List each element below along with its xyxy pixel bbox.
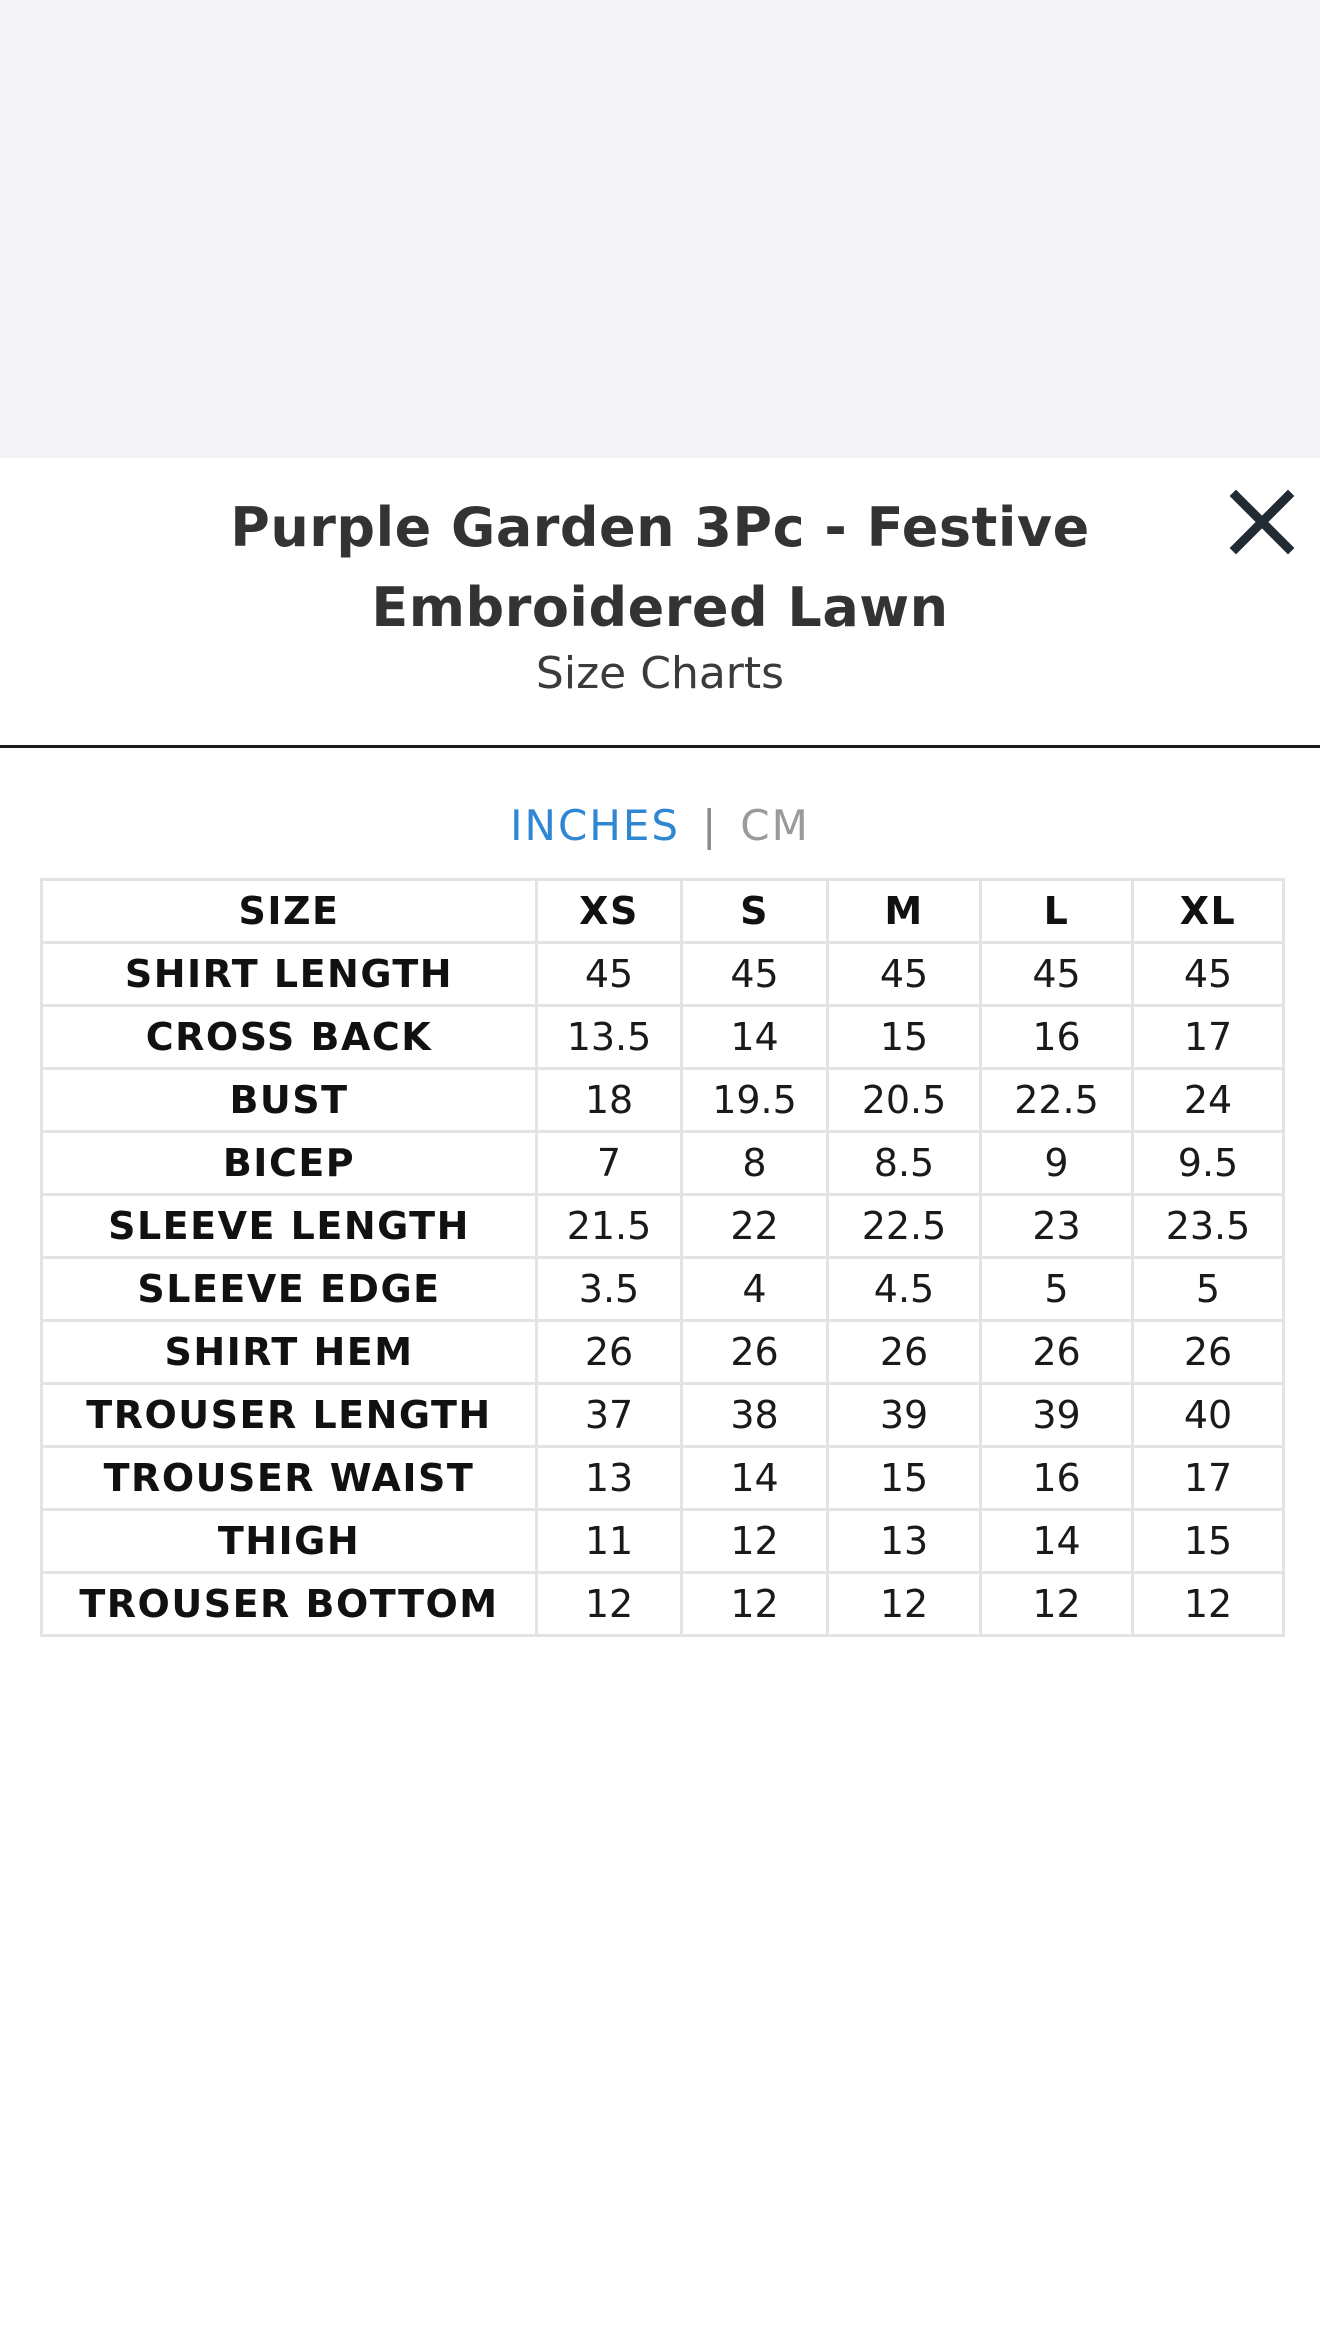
table-cell: 24 xyxy=(1133,1069,1284,1132)
modal-backdrop[interactable] xyxy=(0,0,1320,458)
table-cell: 12 xyxy=(537,1573,682,1636)
row-label: BUST xyxy=(42,1069,537,1132)
table-cell: 22.5 xyxy=(828,1195,981,1258)
table-cell: 26 xyxy=(682,1321,828,1384)
table-cell: 23.5 xyxy=(1133,1195,1284,1258)
table-cell: 12 xyxy=(682,1573,828,1636)
table-cell: 39 xyxy=(981,1384,1133,1447)
table-row xyxy=(42,1510,1284,1573)
table-cell: 15 xyxy=(1133,1510,1284,1573)
size-charts-subtitle: Size Charts xyxy=(535,648,785,699)
table-cell: 39 xyxy=(828,1384,981,1447)
row-label: SLEEVE LENGTH xyxy=(42,1195,537,1258)
row-label: TROUSER WAIST xyxy=(42,1447,537,1510)
table-header-row xyxy=(42,880,1284,943)
table-cell: 13.5 xyxy=(537,1006,682,1069)
size-chart-table xyxy=(40,878,1285,1637)
table-cell: 26 xyxy=(1133,1321,1284,1384)
table-cell: 22 xyxy=(682,1195,828,1258)
row-label: SLEEVE EDGE xyxy=(42,1258,537,1321)
table-cell: 12 xyxy=(682,1510,828,1573)
table-cell: 12 xyxy=(1133,1573,1284,1636)
table-cell: 20.5 xyxy=(828,1069,981,1132)
table-cell: 14 xyxy=(981,1510,1133,1573)
column-header-m: M xyxy=(828,880,981,943)
table-cell: 22.5 xyxy=(981,1069,1133,1132)
table-cell: 21.5 xyxy=(537,1195,682,1258)
table-cell: 38 xyxy=(682,1384,828,1447)
row-label: SHIRT HEM xyxy=(42,1321,537,1384)
row-label: SHIRT LENGTH xyxy=(42,943,537,1006)
table-cell: 13 xyxy=(828,1510,981,1573)
table-row xyxy=(42,1258,1284,1321)
table-row xyxy=(42,1321,1284,1384)
table-row xyxy=(42,1195,1284,1258)
table-body xyxy=(42,943,1284,1636)
row-label: CROSS BACK xyxy=(42,1006,537,1069)
table-cell: 45 xyxy=(828,943,981,1006)
table-row xyxy=(42,1573,1284,1636)
table-cell: 4.5 xyxy=(828,1258,981,1321)
modal-header xyxy=(0,458,1320,748)
table-cell: 12 xyxy=(981,1573,1133,1636)
table-cell: 18 xyxy=(537,1069,682,1132)
close-icon xyxy=(1222,482,1302,562)
table-cell: 26 xyxy=(828,1321,981,1384)
table-cell: 40 xyxy=(1133,1384,1284,1447)
table-cell: 8 xyxy=(682,1132,828,1195)
table-row xyxy=(42,1132,1284,1195)
table-cell: 9.5 xyxy=(1133,1132,1284,1195)
table-cell: 14 xyxy=(682,1006,828,1069)
product-title: Purple Garden 3Pc - Festive Embroidered Lawn xyxy=(230,496,1090,639)
size-chart-modal xyxy=(0,458,1320,2346)
table-cell: 26 xyxy=(981,1321,1133,1384)
table-row xyxy=(42,943,1284,1006)
table-cell: 8.5 xyxy=(828,1132,981,1195)
column-header-s: S xyxy=(682,880,828,943)
column-header-xs: XS xyxy=(537,880,682,943)
column-header-size: SIZE xyxy=(42,880,537,943)
table-cell: 19.5 xyxy=(682,1069,828,1132)
table-cell: 9 xyxy=(981,1132,1133,1195)
table-cell: 15 xyxy=(828,1006,981,1069)
row-label: THIGH xyxy=(42,1510,537,1573)
table-cell: 7 xyxy=(537,1132,682,1195)
table-cell: 23 xyxy=(981,1195,1133,1258)
table-cell: 4 xyxy=(682,1258,828,1321)
table-row xyxy=(42,1006,1284,1069)
table-row xyxy=(42,1447,1284,1510)
unit-cm-tab[interactable]: CM xyxy=(740,801,810,850)
table-cell: 14 xyxy=(682,1447,828,1510)
table-cell: 45 xyxy=(981,943,1133,1006)
table-cell: 12 xyxy=(828,1573,981,1636)
row-label: TROUSER LENGTH xyxy=(42,1384,537,1447)
table-cell: 45 xyxy=(1133,943,1284,1006)
table-row xyxy=(42,1069,1284,1132)
row-label: TROUSER BOTTOM xyxy=(42,1573,537,1636)
table-cell: 16 xyxy=(981,1447,1133,1510)
table-cell: 16 xyxy=(981,1006,1133,1069)
table-cell: 37 xyxy=(537,1384,682,1447)
table-row xyxy=(42,1384,1284,1447)
table-cell: 45 xyxy=(682,943,828,1006)
unit-inches-tab[interactable]: INCHES xyxy=(510,801,681,850)
unit-toggle xyxy=(0,796,1320,856)
row-label: BICEP xyxy=(42,1132,537,1195)
close-button[interactable] xyxy=(1222,482,1302,562)
table-cell: 13 xyxy=(537,1447,682,1510)
table-cell: 11 xyxy=(537,1510,682,1573)
table-cell: 3.5 xyxy=(537,1258,682,1321)
table-cell: 5 xyxy=(981,1258,1133,1321)
table-cell: 45 xyxy=(537,943,682,1006)
table-cell: 26 xyxy=(537,1321,682,1384)
unit-separator: | xyxy=(702,801,719,850)
column-header-l: L xyxy=(981,880,1133,943)
table-cell: 15 xyxy=(828,1447,981,1510)
column-header-xl: XL xyxy=(1133,880,1284,943)
table-cell: 17 xyxy=(1133,1447,1284,1510)
table-cell: 5 xyxy=(1133,1258,1284,1321)
table-cell: 17 xyxy=(1133,1006,1284,1069)
